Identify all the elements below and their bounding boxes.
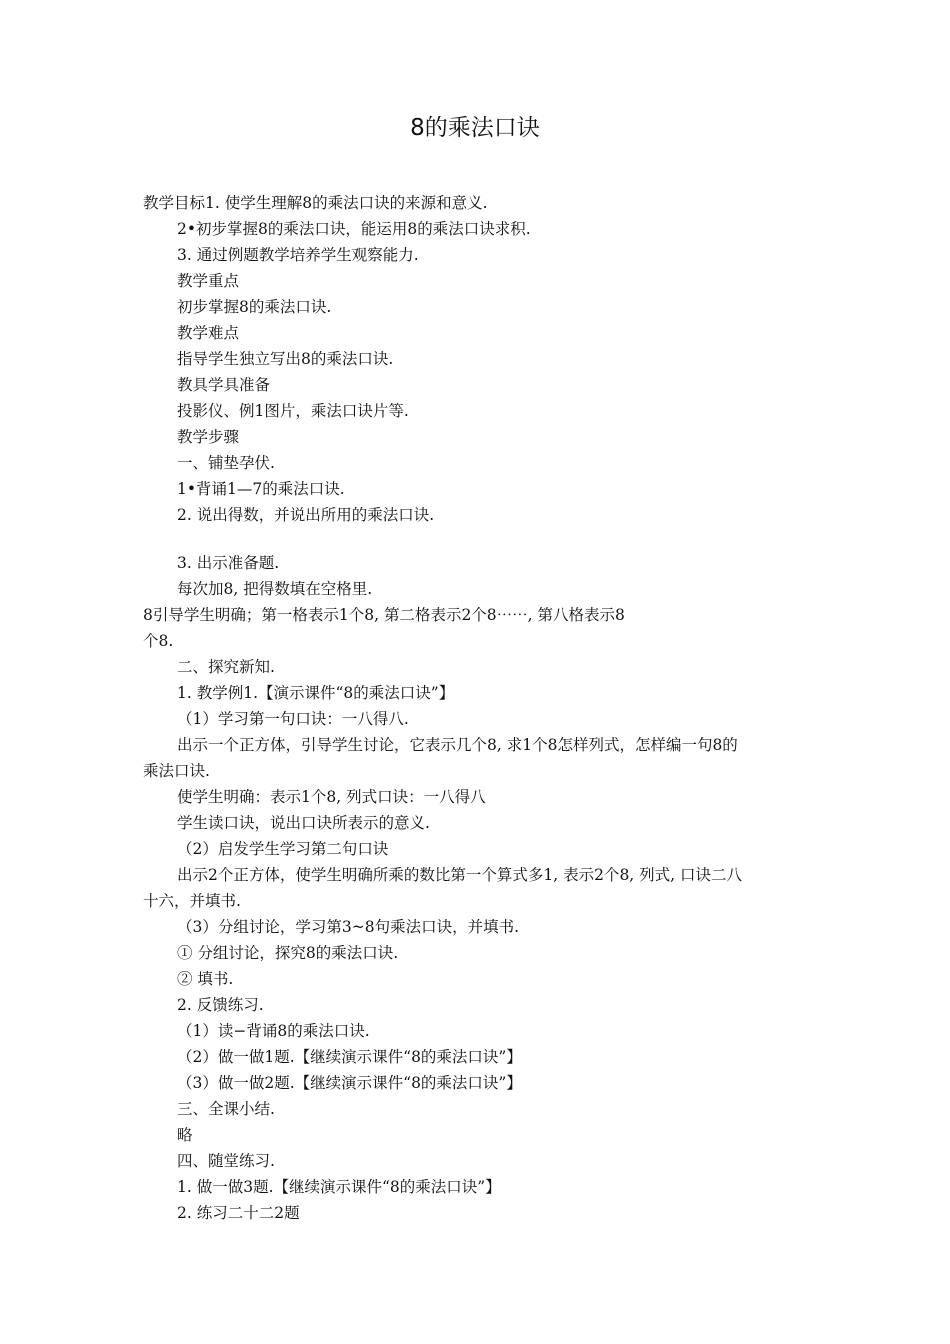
text-line: ② 填书. [177,970,234,988]
text-line: 8引导学生明确；第一格表示1个8, 第二格表示2个8⋯⋯, 第八格表示8 [143,606,625,624]
text-line: 出示一个正方体，引导学生讨论，它表示几个8, 求1个8怎样列式，怎样编一句8的 [177,736,738,754]
text-line: 投影仪、例1图片，乘法口诀片等. [177,402,409,420]
text-line: 1. 做一做3题.【继续演示课件“8的乘法口诀”】 [177,1178,501,1196]
text-line: 2. 说出得数，并说出所用的乘法口诀. [177,506,435,524]
text-line: 教学步骤 [177,428,240,446]
text-line: 教学难点 [177,324,240,342]
text-line: 初步掌握8的乘法口诀. [177,298,332,316]
text-line: 学生读口诀，说出口诀所表示的意义. [177,814,430,832]
text-line: 3. 通过例题教学培养学生观察能力. [177,246,419,264]
text-line: 一、铺垫孕伏. [177,454,275,472]
text-line: 1. 教学例1.【演示课件“8的乘法口诀”】 [177,684,455,702]
text-line: 十六，并填书. [143,892,241,910]
text-line: 出示2个正方体，使学生明确所乘的数比第一个算式多1, 表示2个8, 列式, 口诀二八 [177,866,743,884]
text-line: 个8. [143,632,174,650]
text-line: 指导学生独立写出8的乘法口诀. [177,350,394,368]
text-line: 2. 练习二十二2题 [177,1204,300,1222]
text-line: 教学目标1. 使学生理解8的乘法口诀的来源和意义. [143,194,488,212]
text-line: （3）分组讨论，学习第3~8句乘法口诀，并填书. [177,918,520,936]
text-line: 使学生明确：表示1个8, 列式口诀：一八得八 [177,788,486,806]
text-line: 教具学具准备 [177,376,271,394]
text-line: 每次加8, 把得数填在空格里. [177,580,373,598]
text-line: 三、全课小结. [177,1100,275,1118]
text-line: （2）做一做1题.【继续演示课件“8的乘法口诀”】 [177,1048,522,1066]
text-line: 二、探究新知. [177,658,275,676]
text-line: 乘法口诀. [143,762,210,780]
text-line: 教学重点 [177,272,240,290]
text-line: 四、随堂练习. [177,1152,275,1170]
text-line: （1）学习第一句口诀：一八得八. [177,710,409,728]
text-line: 2. 反馈练习. [177,996,264,1014]
text-line: （1）读−背诵8的乘法口诀. [177,1022,370,1040]
text-line: ① 分组讨论，探究8的乘法口诀. [177,944,399,962]
text-line: 3. 出示准备题. [177,554,280,572]
text-line: 略 [177,1126,193,1144]
text-line: （2）启发学生学习第二句口诀 [177,840,389,858]
text-line: 2•初步掌握8的乘法口诀，能运用8的乘法口诀求积. [177,220,531,238]
text-line: 1•背诵1—7的乘法口诀. [177,480,345,498]
text-line: （3）做一做2题.【继续演示课件“8的乘法口诀”】 [177,1074,522,1092]
document-title: 8的乘法口诀 [410,115,540,141]
